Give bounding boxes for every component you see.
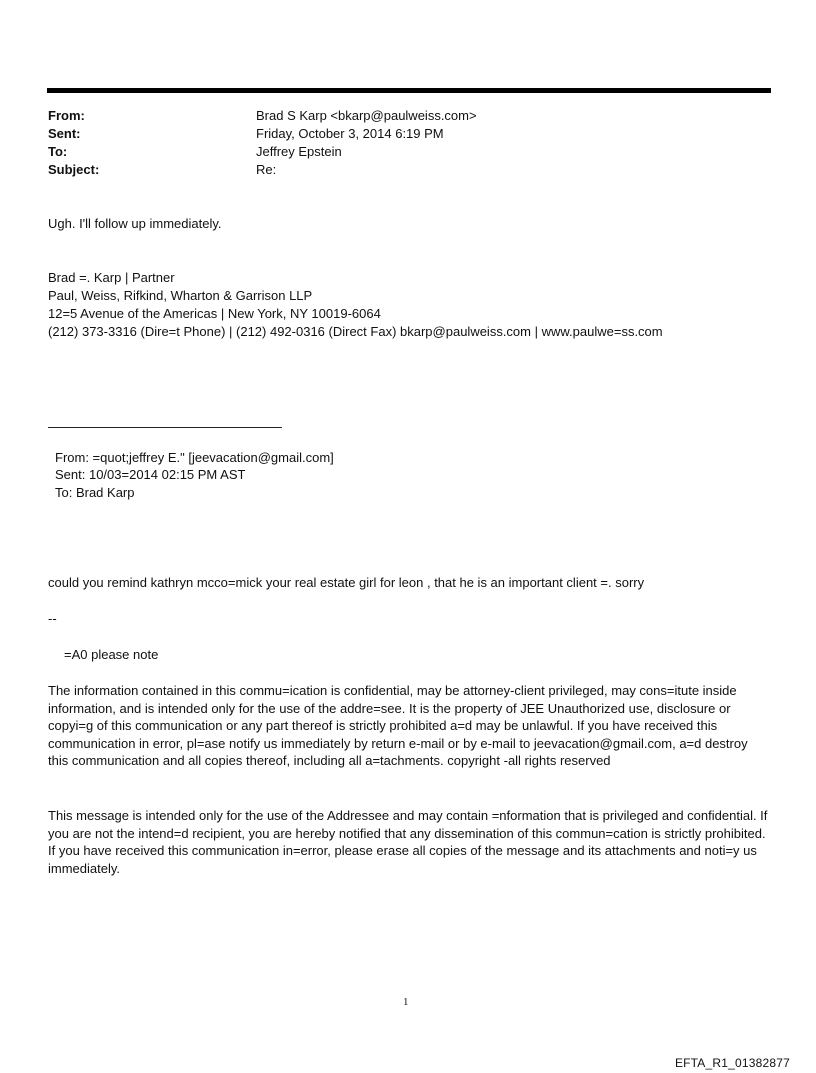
quoted-from: From: =quot;jeffrey E." [jeevacation@gmail.com] <box>55 450 334 465</box>
dash-separator: -- <box>48 611 57 626</box>
sent-label: Sent: <box>48 126 81 141</box>
quoted-body: could you remind kathryn mcco=mick your real estate girl for leon , that he is an important client =. sorry <box>48 575 645 590</box>
from-label: From: <box>48 108 85 123</box>
from-value: Brad S Karp <bkarp@paulweiss.com> <box>256 108 477 123</box>
to-label: To: <box>48 144 68 159</box>
quoted-to: To: Brad Karp <box>55 485 135 500</box>
header-rule <box>47 88 771 93</box>
disclaimer-paragraph-2: This message is intended only for the use of the Addressee and may contain =nformation that is privileged and confidential. If you are not the intend=d recipient, you are hereby notified that any dissemination of this commun=cation is strictly prohibited. If you have received this communication in=error, please erase all copies of the message and its attachments and noti=y us immediately. <box>48 808 768 876</box>
quote-separator <box>48 427 282 428</box>
subject-value: Re: <box>256 162 277 177</box>
signature-firm: Paul, Weiss, Rifkind, Wharton & Garrison LLP <box>48 288 313 303</box>
disclaimer-paragraph-1: The information contained in this commu=ication is confidential, may be attorney-client privileged, may cons=itute inside information, and is intended only for the use of the addre=see. It is the property of JEE Unauthorized use, disclosure or copyi=g of this communication or any part thereof is strictly prohibited a=d may be unlawful. If you have received this communication in error, pl=ase notify us immediately by return e-mail or by e-mail to jeevacation@gmail.com, a=d destroy this communication and all copies thereof, including all a=tachments. copyright -all rights reserved <box>48 683 748 768</box>
page-number: 1 <box>403 996 409 1008</box>
bates-number: EFTA_R1_01382877 <box>674 1056 790 1070</box>
reply-body: Ugh. I'll follow up immediately. <box>48 216 222 231</box>
signature-address: 12=5 Avenue of the Americas | New York, NY 10019-6064 <box>48 306 381 321</box>
sent-value: Friday, October 3, 2014 6:19 PM <box>256 126 444 141</box>
signature-contact: (212) 373-3316 (Dire=t Phone) | (212) 492-0316 (Direct Fax) bkarp@paulweiss.com | www.paulwe=ss.com <box>48 324 663 339</box>
note-line: =A0 please note <box>64 647 159 662</box>
signature-name: Brad =. Karp | Partner <box>48 270 175 285</box>
to-value: Jeffrey Epstein <box>256 144 342 159</box>
quoted-sent: Sent: 10/03=2014 02:15 PM AST <box>55 467 246 482</box>
subject-label: Subject: <box>48 162 100 177</box>
email-header <box>48 107 768 182</box>
